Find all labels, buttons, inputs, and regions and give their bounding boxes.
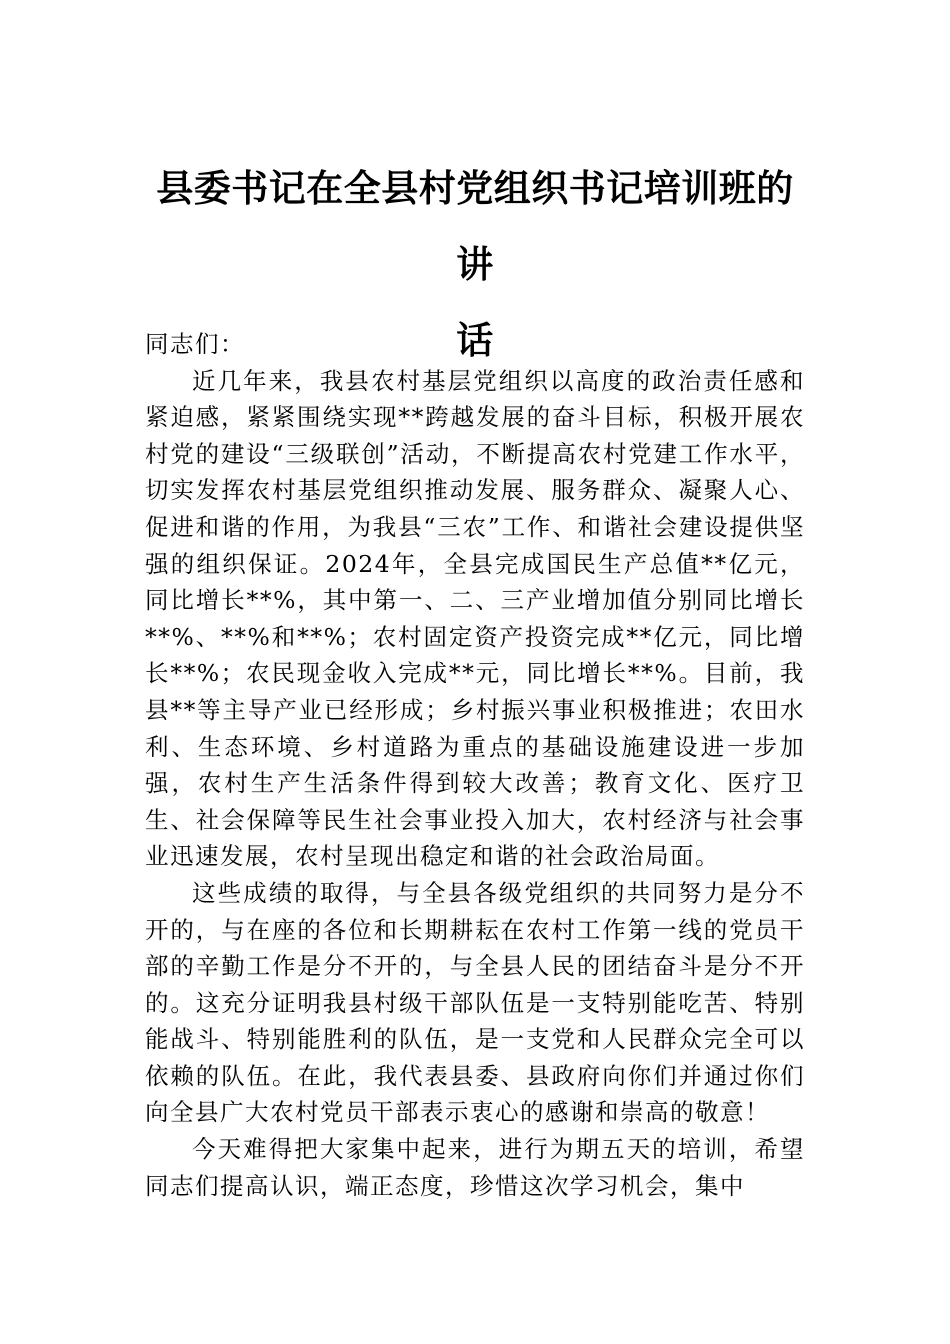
- paragraph-2: 这些成绩的取得，与全县各级党组织的共同努力是分不开的，与在座的各位和长期耕耘在农村工作第一线的党员干部的辛勤工作是分不开的，与全县人民的团结奋斗是分不开的。这充分证明我县村级干部队伍是一支特别能吃苦、特别能战斗、特别能胜利的队伍，是一支党和人民群众完全可以依赖的队伍。在此，我代表县委、县政府向你们并通过你们向全县广大农村党员干部表示衷心的感谢和崇高的敬意！: [145, 878, 805, 1127]
- title-line-1: 县委书记在全县村党组织书记培训班的讲: [156, 166, 794, 286]
- title-line-2: 话: [456, 318, 494, 362]
- paragraph-1: 近几年来，我县农村基层党组织以高度的政治责任感和紧迫感，紧紧围绕实现**跨越发展的奋斗目标，积极开展农村党的建设“三级联创”活动，不断提高农村党建工作水平，切实发挥农村基层党组织推动发展、服务群众、凝聚人心、促进和谐的作用，为我县“三农”工作、和谐社会建设提供坚强的组织保证。2024年，全县完成国民生产总值**亿元，同比增长**%，其中第一、二、三产业增加值分别同比增长**%、**%和**%；农村固定资产投资完成**亿元，同比增长**%；农民现金收入完成**元，同比增长**%。目前，我县**等主导产业已经形成；乡村振兴事业积极推进；农田水利、生态环境、乡村道路为重点的基础设施建设进一步加强，农村生产生活条件得到较大改善；教育文化、医疗卫生、社会保障等民生社会事业投入加大，农村经济与社会事业迅速发展，农村呈现出稳定和谐的社会政治局面。: [145, 366, 805, 871]
- document-body: [145, 326, 805, 1204]
- salutation: 同志们：: [145, 330, 245, 358]
- paragraph-3: 今天难得把大家集中起来，进行为期五天的培训，希望同志们提高认识，端正态度，珍惜这次学习机会，集中: [145, 1135, 805, 1200]
